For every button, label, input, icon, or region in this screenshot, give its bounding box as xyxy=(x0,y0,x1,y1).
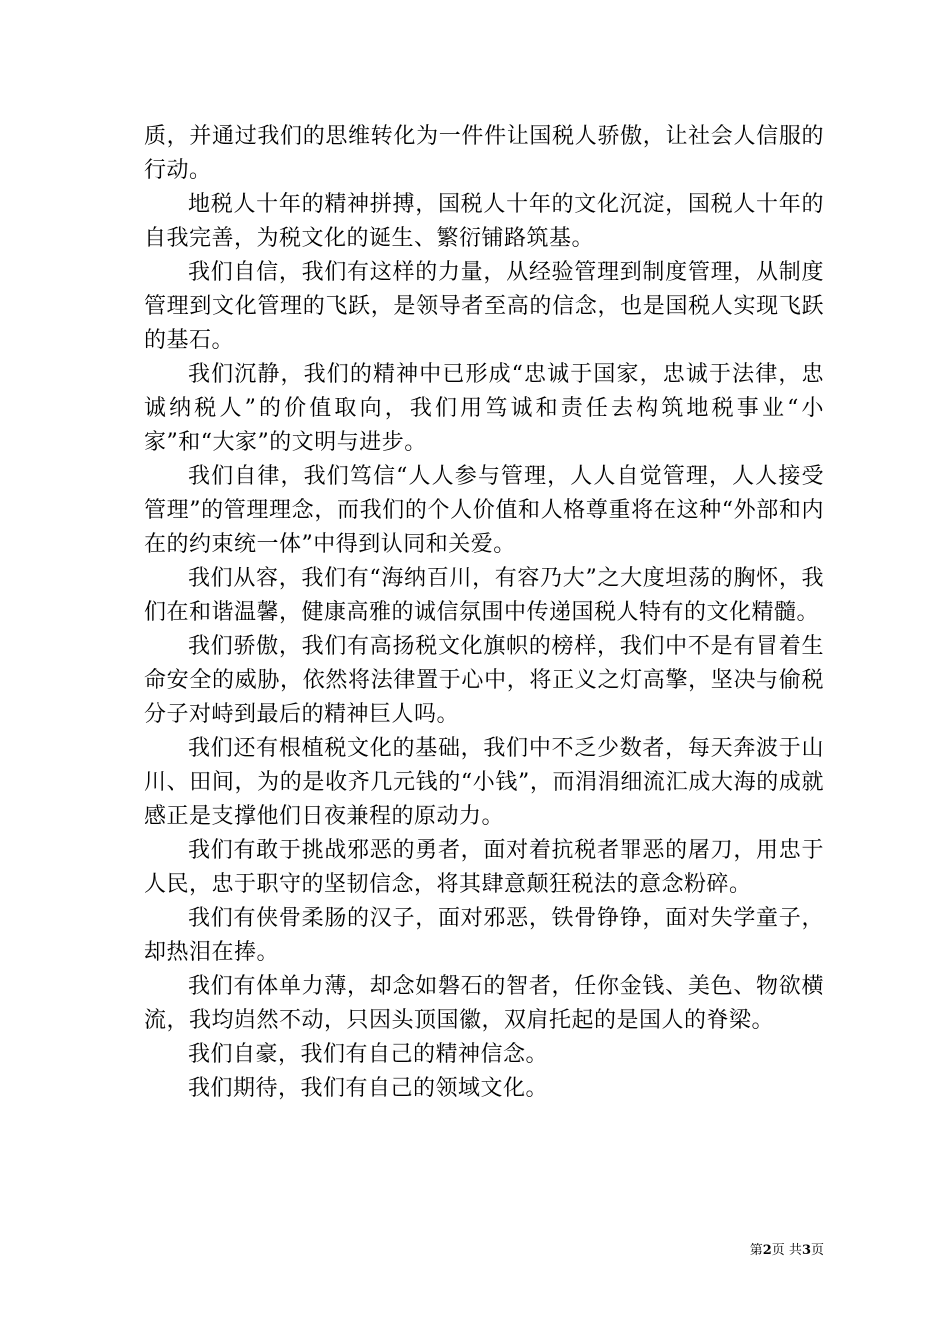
page-number-middle: 页 共 xyxy=(771,1243,802,1258)
body-paragraph: 我们还有根植税文化的基础，我们中不乏少数者，每天奔波于山川、田间，为的是收齐几元钱的“小钱”，而涓涓细流汇成大海的成就感正是支撑他们日夜兼程的原动力。 xyxy=(144,736,824,829)
body-paragraph: 我们期待，我们有自己的领域文化。 xyxy=(188,1076,549,1101)
body-paragraph: 我们沉静，我们的精神中已形成“忠诚于国家，忠诚于法律，忠诚纳税人”的价值取向，我们用笃诚和责任去构筑地税事业“小家”和“大家”的文明与进步。 xyxy=(144,362,824,455)
body-paragraph: 我们有体单力薄，却念如磐石的智者，任你金钱、美色、物欲横流，我均岿然不动，只因头顶国徽，双肩托起的是国人的脊梁。 xyxy=(144,974,824,1033)
body-paragraph: 我们骄傲，我们有高扬税文化旗帜的榜样，我们中不是有冒着生命安全的威胁，依然将法律置于心中，将正义之灯高擎，坚决与偷税分子对峙到最后的精神巨人吗。 xyxy=(144,634,824,727)
body-paragraph: 质，并通过我们的思维转化为一件件让国税人骄傲，让社会人信服的行动。 xyxy=(144,124,824,183)
body-paragraph: 我们自信，我们有这样的力量，从经验管理到制度管理，从制度管理到文化管理的飞跃，是领导者至高的信念，也是国税人实现飞跃的基石。 xyxy=(144,260,824,353)
body-paragraph: 我们有敢于挑战邪恶的勇者，面对着抗税者罪恶的屠刀，用忠于人民，忠于职守的坚韧信念，将其肆意颠狂税法的意念粉碎。 xyxy=(144,838,824,897)
body-paragraph: 我们有侠骨柔肠的汉子，面对邪恶，铁骨铮铮，面对失学童子，却热泪在捧。 xyxy=(144,906,824,965)
page-number-prefix: 第 xyxy=(749,1243,763,1258)
body-paragraph: 我们自豪，我们有自己的精神信念。 xyxy=(188,1042,549,1067)
page-number-suffix: 页 xyxy=(810,1243,824,1258)
body-paragraph: 地税人十年的精神拼搏，国税人十年的文化沉淀，国税人十年的自我完善，为税文化的诞生、繁衍铺路筑基。 xyxy=(144,192,824,251)
body-paragraph: 我们自律，我们笃信“人人参与管理，人人自觉管理，人人接受管理”的管理理念，而我们的个人价值和人格尊重将在这种“外部和内在的约束统一体”中得到认同和关爱。 xyxy=(144,464,824,557)
total-page-number: 3 xyxy=(801,1243,811,1258)
document-body xyxy=(144,120,824,1106)
page-footer xyxy=(700,1242,824,1260)
body-paragraph: 我们从容，我们有“海纳百川，有容乃大”之大度坦荡的胸怀，我们在和谐温馨，健康高雅的诚信氛围中传递国税人特有的文化精髓。 xyxy=(144,566,824,625)
current-page-number: 2 xyxy=(762,1243,772,1258)
